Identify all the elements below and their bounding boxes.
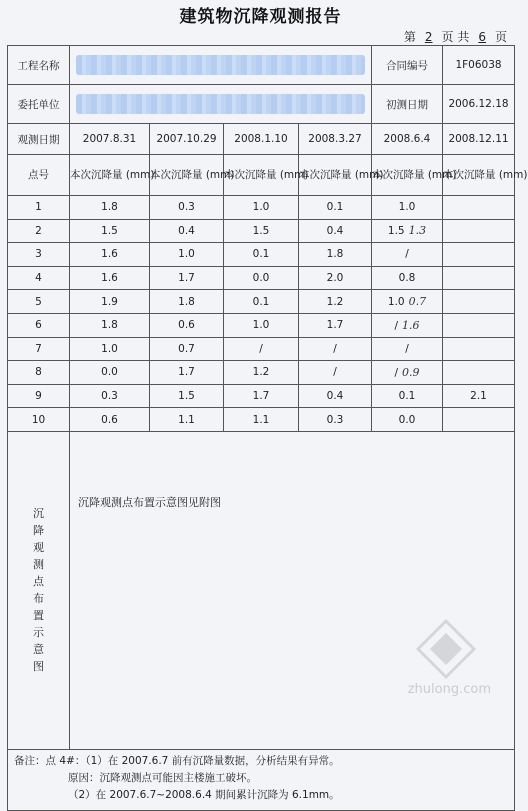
current-page: 2 xyxy=(424,30,433,44)
settlement-value xyxy=(443,219,515,243)
table-row xyxy=(8,337,515,361)
obs-date: 2008.1.10 xyxy=(224,124,299,155)
settlement-value: / xyxy=(372,337,443,361)
table-row xyxy=(8,266,515,290)
obs-date: 2007.10.29 xyxy=(150,124,224,155)
settlement-value: 1.0 0.7 xyxy=(372,290,443,314)
point-number: 10 xyxy=(8,408,70,432)
settlement-value: 1.1 xyxy=(150,408,224,432)
note-line: 原因：沉降观测点可能因主楼施工破坏。 xyxy=(68,771,257,784)
point-number: 3 xyxy=(8,243,70,267)
settlement-value xyxy=(443,313,515,337)
point-number: 2 xyxy=(8,219,70,243)
settlement-value: 1.5 xyxy=(150,384,224,408)
settlement-value: 0.0 xyxy=(372,408,443,432)
settlement-value xyxy=(443,361,515,385)
point-number: 4 xyxy=(8,266,70,290)
settlement-value xyxy=(443,337,515,361)
settlement-value: 1.0 xyxy=(224,196,299,220)
settlement-value xyxy=(443,408,515,432)
point-number: 7 xyxy=(8,337,70,361)
settlement-value: 0.1 xyxy=(224,243,299,267)
unit-header: 本次沉降量 (mm) xyxy=(224,155,299,196)
point-label: 点号 xyxy=(8,155,70,196)
first-date-value: 2006.12.18 xyxy=(443,85,515,124)
handwritten-note: 0.7 xyxy=(408,295,427,309)
unit-header: 本次沉降量 (mm) xyxy=(372,155,443,196)
settlement-value: 1.6 xyxy=(70,266,150,290)
settlement-value: 0.3 xyxy=(299,408,372,432)
first-date-label: 初测日期 xyxy=(372,85,443,124)
settlement-value: 1.1 xyxy=(224,408,299,432)
contract-label: 合同编号 xyxy=(372,46,443,85)
obs-date-label: 观测日期 xyxy=(8,124,70,155)
settlement-value: / 1.6 xyxy=(372,313,443,337)
settlement-value: 0.0 xyxy=(224,266,299,290)
watermark-logo xyxy=(416,619,476,679)
settlement-value: 0.1 xyxy=(372,384,443,408)
point-number: 1 xyxy=(8,196,70,220)
watermark-text: zhulong.com xyxy=(407,682,491,697)
point-number: 9 xyxy=(8,384,70,408)
project-label: 工程名称 xyxy=(8,46,70,85)
settlement-value: 0.4 xyxy=(150,219,224,243)
obs-date: 2008.6.4 xyxy=(372,124,443,155)
handwritten-note: 1.6 xyxy=(402,318,420,332)
settlement-value: 1.8 xyxy=(70,196,150,220)
point-number: 8 xyxy=(8,361,70,385)
notes xyxy=(8,749,515,810)
settlement-value: 1.9 xyxy=(70,290,150,314)
diagram-label: 沉 降 观 测 点 布 置 示 意 图 xyxy=(8,431,70,749)
table-row xyxy=(8,361,515,385)
settlement-value xyxy=(443,196,515,220)
settlement-value: 1.5 xyxy=(224,219,299,243)
settlement-value xyxy=(443,266,515,290)
unit-header: 本次沉降量 (mm) xyxy=(443,155,515,196)
settlement-value: 2.0 xyxy=(299,266,372,290)
table-row xyxy=(8,313,515,337)
client-label: 委托单位 xyxy=(8,85,70,124)
table-row xyxy=(8,196,515,220)
settlement-value: 1.2 xyxy=(224,361,299,385)
note-line: 备注：点 4#：（1）在 2007.6.7 前有沉降量数据，分析结果有异常。 xyxy=(14,754,340,767)
unit-header: 本次沉降量 (mm) xyxy=(70,155,150,196)
settlement-value: 1.0 xyxy=(70,337,150,361)
settlement-value: 1.7 xyxy=(299,313,372,337)
settlement-value: 1.7 xyxy=(150,266,224,290)
point-number: 6 xyxy=(8,313,70,337)
settlement-value: 1.0 xyxy=(150,243,224,267)
settlement-value: 1.5 1.3 xyxy=(372,219,443,243)
client-value-redacted xyxy=(70,85,372,124)
settlement-value: 0.8 xyxy=(372,266,443,290)
settlement-value: 0.4 xyxy=(299,384,372,408)
settlement-value: 0.0 xyxy=(70,361,150,385)
note-line: （2）在 2007.6.7~2008.6.4 期间累计沉降为 6.1mm。 xyxy=(68,788,340,801)
settlement-value: 1.0 xyxy=(372,196,443,220)
settlement-value: 1.5 xyxy=(70,219,150,243)
table-row xyxy=(8,219,515,243)
settlement-value: 2.1 xyxy=(443,384,515,408)
settlement-value: / xyxy=(299,361,372,385)
project-value-redacted xyxy=(70,46,372,85)
settlement-value: / xyxy=(372,243,443,267)
table-row xyxy=(8,384,515,408)
settlement-value: 0.4 xyxy=(299,219,372,243)
settlement-value: 1.8 xyxy=(70,313,150,337)
unit-header: 本次沉降量 (mm) xyxy=(150,155,224,196)
settlement-value: 0.6 xyxy=(150,313,224,337)
settlement-value: 1.7 xyxy=(150,361,224,385)
settlement-value: 0.1 xyxy=(224,290,299,314)
settlement-value: / xyxy=(299,337,372,361)
settlement-value: 0.7 xyxy=(150,337,224,361)
settlement-value: 1.8 xyxy=(150,290,224,314)
handwritten-note: 1.3 xyxy=(408,224,427,238)
contract-value: 1F06038 xyxy=(443,46,515,85)
table-row xyxy=(8,243,515,267)
settlement-value: 1.2 xyxy=(299,290,372,314)
table-row xyxy=(8,290,515,314)
settlement-value: 0.3 xyxy=(70,384,150,408)
handwritten-note: 0.9 xyxy=(402,365,420,379)
settlement-value: 0.3 xyxy=(150,196,224,220)
unit-header: 本次沉降量 (mm) xyxy=(299,155,372,196)
settlement-value: / xyxy=(224,337,299,361)
report-title: 建筑物沉降观测报告 xyxy=(179,7,342,27)
settlement-value: 0.6 xyxy=(70,408,150,432)
settlement-value xyxy=(443,243,515,267)
settlement-value: 1.7 xyxy=(224,384,299,408)
table-row xyxy=(8,408,515,432)
diagram-text: 沉降观测点布置示意图见附图 xyxy=(70,431,515,749)
obs-date: 2007.8.31 xyxy=(70,124,150,155)
point-number: 5 xyxy=(8,290,70,314)
settlement-value: 0.1 xyxy=(299,196,372,220)
settlement-value: / 0.9 xyxy=(372,361,443,385)
obs-date: 2008.3.27 xyxy=(299,124,372,155)
settlement-value: 1.8 xyxy=(299,243,372,267)
settlement-value xyxy=(443,290,515,314)
obs-date: 2008.12.11 xyxy=(443,124,515,155)
page-indicator: 第 2 页 共 6 页 xyxy=(403,30,507,44)
total-pages: 6 xyxy=(478,30,486,44)
settlement-value: 1.6 xyxy=(70,243,150,267)
settlement-value: 1.0 xyxy=(224,313,299,337)
